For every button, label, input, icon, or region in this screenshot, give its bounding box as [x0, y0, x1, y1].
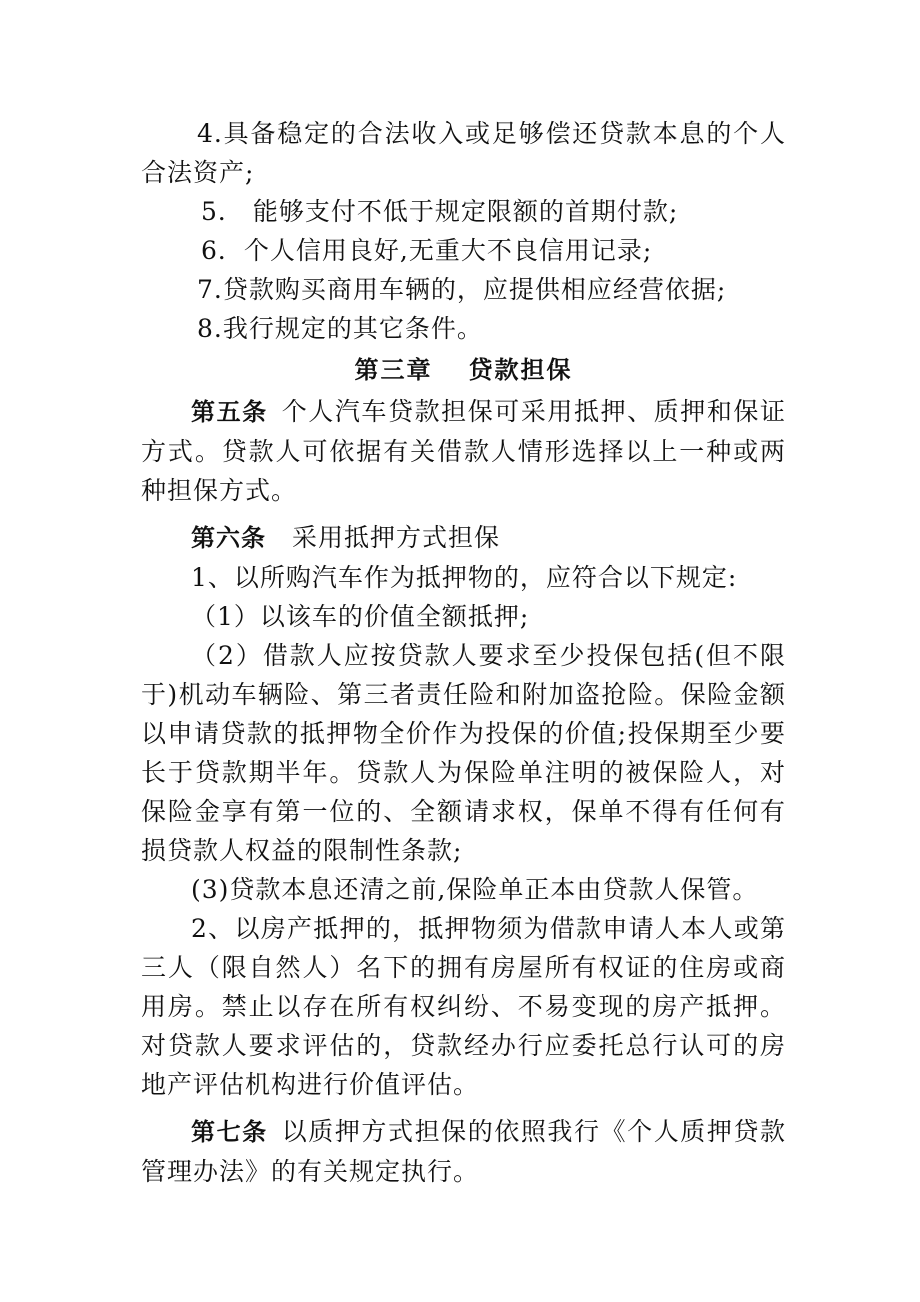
document-body: [141, 114, 786, 1191]
article-6-text: 采用抵押方式担保: [292, 523, 501, 552]
article-6: [141, 518, 786, 558]
article-7-text: 以质押方式担保的依照我行《个人质押贷款管理办法》的有关规定执行。: [141, 1117, 786, 1186]
chapter-heading: [141, 348, 786, 392]
condition-item-6: 6．个人信用良好,无重大不良信用记录;: [201, 236, 653, 265]
condition-item-7: 7.贷款购买商用车辆的，应提供相应经营依据;: [197, 275, 727, 304]
condition-item-4: 4.具备稳定的合法收入或足够偿还贷款本息的个人合法资产;: [141, 119, 786, 187]
article-6-label: 第六条: [191, 524, 266, 552]
condition-item-5: 5． 能够支付不低于规定限额的首期付款;: [201, 197, 679, 226]
chapter-number: 第三章: [354, 356, 433, 384]
article-6-sub-1: （1）以该车的价值全额抵押;: [191, 602, 530, 631]
condition-item-8: 8.我行规定的其它条件。: [197, 314, 483, 343]
article-6-clause-1: 1、以所购汽车作为抵押物的，应符合以下规定:: [191, 563, 738, 592]
article-5: [141, 392, 786, 510]
article-6-sub-3: (3)贷款本息还清之前,保险单正本由贷款人保管。: [191, 875, 759, 904]
article-7-label: 第七条: [191, 1118, 268, 1146]
article-5-text: 个人汽车贷款担保可采用抵押、质押和保证方式。贷款人可依据有关借款人情形选择以上一种或两种担保方式。: [141, 397, 786, 505]
article-6-sub-2: （2）借款人应按贷款人要求至少投保包括(但不限于)机动车辆险、第三者责任险和附加盗抢险。保险金额以申请贷款的抵押物全价作为投保的价值;投保期至少要长于贷款期半年。贷款人为保险单注明的被保险人，对保险金享有第一位的、全额请求权，保单不得有任何有损贷款人权益的限制性条款;: [141, 641, 786, 865]
article-5-label: 第五条: [191, 398, 268, 426]
chapter-title: 贷款担保: [468, 356, 573, 384]
article-6-clause-2: 2、以房产抵押的，抵押物须为借款申请人本人或第三人（限自然人）名下的拥有房屋所有权证的住房或商用房。禁止以存在所有权纠纷、不易变现的房产抵押。对贷款人要求评估的，贷款经办行应委托总行认可的房地产评估机构进行价值评估。: [141, 914, 786, 1099]
article-7: [141, 1112, 786, 1191]
